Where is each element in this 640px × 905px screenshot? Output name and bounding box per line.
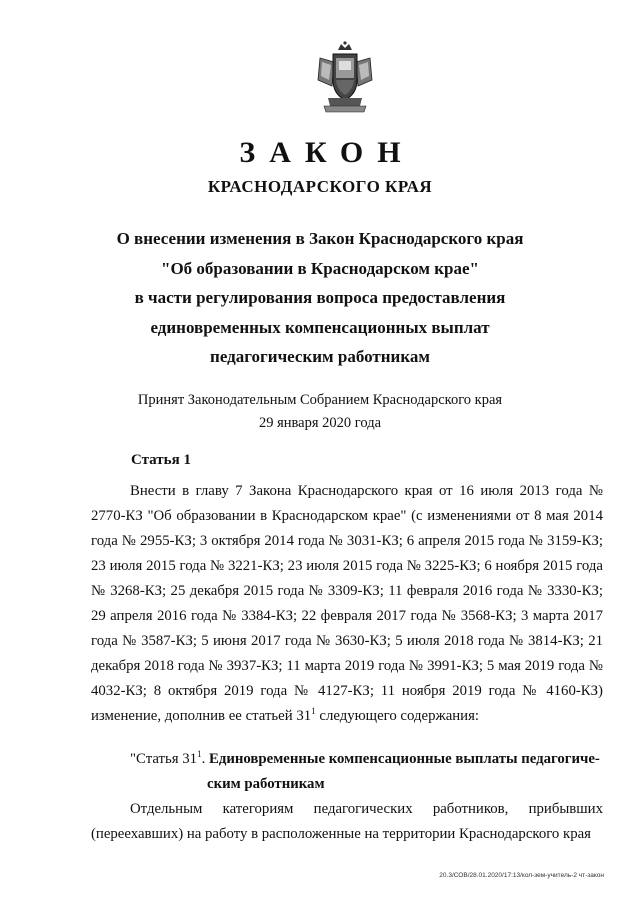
law-title — [0, 224, 640, 372]
law-title-line: единовременных компенсационных выплат — [150, 317, 490, 337]
new-article-title: Единовременные компенсационные выплаты педагогиче- — [208, 751, 600, 767]
new-article-heading — [130, 747, 600, 797]
new-article-dot: . — [201, 751, 206, 767]
article-heading: Статья 1 — [131, 452, 191, 468]
law-title-line: в части регулирования вопроса предоставления — [134, 288, 506, 307]
new-article-number: "Статья 31 — [130, 751, 198, 767]
adoption-date: 29 января 2020 года — [258, 415, 382, 431]
law-title-line: О внесении изменения в Закон Краснодарского края — [116, 229, 524, 248]
article-paragraph — [91, 479, 603, 729]
law-title-line: "Об образовании в Краснодарском крае" — [161, 258, 479, 278]
article-text: Внести в главу 7 Закона Краснодарского края от 16 июля 2013 года № 2770-КЗ "Об образовании в Краснодарском крае" (с изменениями от 8 мая 2014 года № 2955-КЗ; 3 октября 2014 года № 3031-КЗ; 6 апреля 2015 года № 3159-КЗ; 23 июля 2015 года № 3221-КЗ; 23 июля 2015 года № 3225-КЗ; 6 ноября 2015 года № 3268-КЗ; 25 декабря 2015 года № 3309-КЗ; 11 февраля 2016 года № 3330-КЗ; 29 апреля 2016 года № 3384-КЗ; 22 февраля 2017 года № 3568-КЗ; 3 марта 2017 года № 3587-КЗ; 5 июня 2017 года № 3630-КЗ; 5 июля 2018 года № 3814-КЗ; 21 декабря 2018 года № 3937-КЗ; 11 марта 2019 года № 3991-КЗ; 5 мая 2019 года № 4032-КЗ; 8 октября 2019 года № 4127-КЗ; 11 ноября 2019 года № 4160-КЗ) изменение, дополнив ее статьей 31 — [91, 483, 603, 724]
new-article-title-continued: ским работникам — [207, 776, 325, 792]
document-type-heading: ЗАКОН — [239, 136, 415, 169]
new-article-body — [91, 797, 603, 847]
adoption-note — [0, 389, 640, 435]
footer-document-code: 20.3/СОВ/28.01.2020/17:13/кол-зем-учитель-2 чт-закон — [439, 872, 604, 879]
adoption-body: Принят Законодательным Собранием Краснодарского края — [137, 392, 503, 408]
new-article-superscript: 1 — [197, 749, 202, 760]
article-superscript: 1 — [311, 706, 316, 717]
coat-of-arms-emblem — [314, 40, 376, 116]
article-text-end: следующего содержания: — [315, 708, 480, 724]
new-article-paragraph: Отдельным категориям педагогических работников, прибывших (переехавших) на работу в расположенные на территории Краснодарского края — [91, 801, 603, 842]
law-title-line: педагогическим работникам — [210, 347, 430, 366]
issuing-region-heading: КРАСНОДАРСКОГО КРАЯ — [207, 177, 433, 196]
article-body — [91, 479, 603, 729]
